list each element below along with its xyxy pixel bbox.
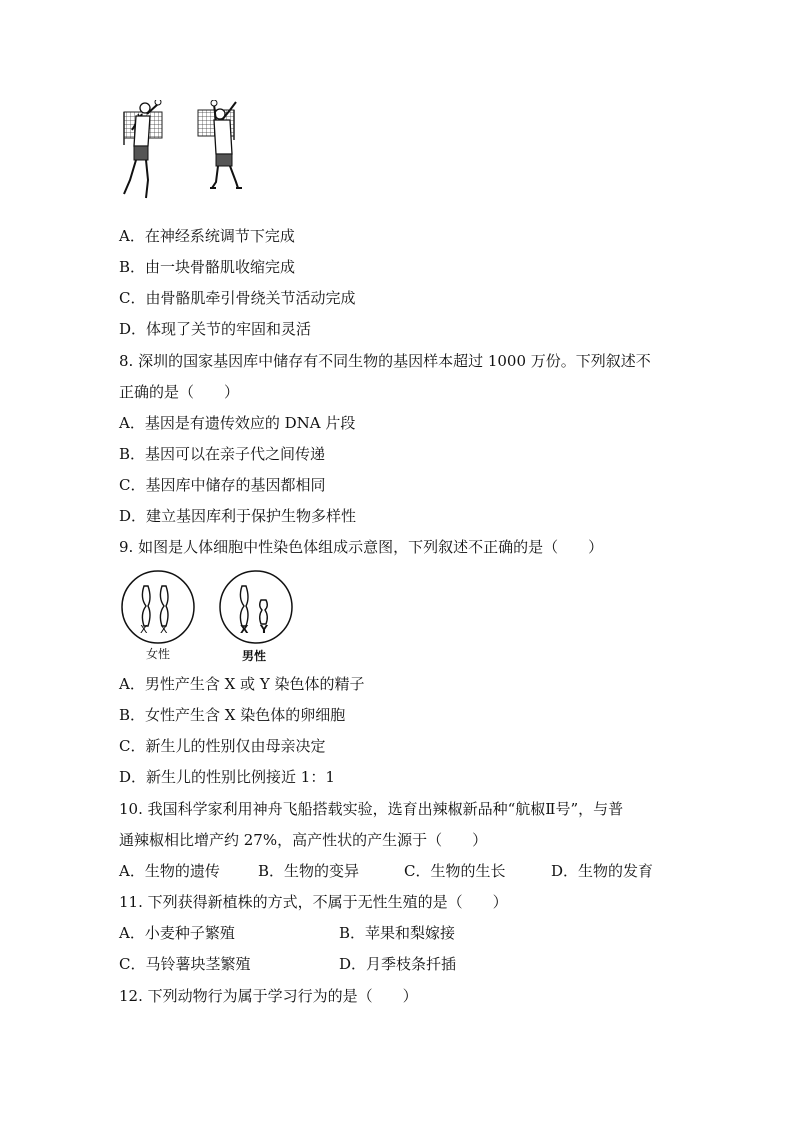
- volleyball-illustration: [118, 100, 258, 205]
- q10-stem-line1: 10. 我国科学家利用神舟飞船搭载实验，选育出辣椒新品种“航椒Ⅱ号”，与普: [119, 800, 624, 818]
- q10-option-d: D．生物的发育: [551, 862, 654, 880]
- q11-option-b: B．苹果和梨嫁接: [339, 924, 456, 942]
- q7-option-b: B．由一块骨骼肌收缩完成: [119, 258, 296, 276]
- chromosome-cells-figure: [118, 568, 298, 668]
- q10-stem-line2: 通辣椒相比增产约 27%，高产性状的产生源于（ ）: [119, 831, 488, 849]
- q11-options-row-2: [119, 953, 679, 975]
- q10-option-c: C．生物的生长: [404, 862, 506, 880]
- q8-option-c: C．基因库中储存的基因都相同: [119, 476, 326, 494]
- q11-stem: 11. 下列获得新植株的方式，不属于无性生殖的是（ ）: [119, 893, 508, 911]
- q7-option-d: D．体现了关节的牢固和灵活: [119, 320, 312, 338]
- q8-option-b: B．基因可以在亲子代之间传递: [119, 445, 326, 463]
- q7-option-c: C．由骨骼肌牵引骨绕关节活动完成: [119, 289, 356, 307]
- male-chr-x: X: [240, 623, 249, 636]
- q9-option-c: C．新生儿的性别仅由母亲决定: [119, 737, 326, 755]
- female-label: 女性: [146, 647, 171, 661]
- male-label: 男性: [242, 649, 267, 663]
- q10-options-row: [119, 860, 679, 882]
- q9-option-a: A．男性产生含 X 或 Y 染色体的精子: [119, 675, 365, 693]
- q8-stem-line2: 正确的是（ ）: [119, 383, 240, 401]
- q11-option-c: C．马铃薯块茎繁殖: [119, 955, 251, 973]
- q11-option-d: D．月季枝条扦插: [339, 955, 457, 973]
- q11-options-row-1: [119, 922, 679, 944]
- q8-option-a: A．基因是有遗传效应的 DNA 片段: [119, 414, 356, 432]
- q8-option-d: D．建立基因库利于保护生物多样性: [119, 507, 357, 525]
- q9-stem: 9. 如图是人体细胞中性染色体组成示意图，下列叙述不正确的是（ ）: [119, 538, 604, 556]
- female-chr-x2: X: [160, 623, 168, 636]
- male-cell-circle: [220, 571, 292, 643]
- female-cell-circle: [122, 571, 194, 643]
- male-chr-y: Y: [260, 623, 268, 636]
- q9-option-d: D．新生儿的性别比例接近 1：1: [119, 768, 335, 786]
- q12-stem: 12. 下列动物行为属于学习行为的是（ ）: [119, 987, 418, 1005]
- q11-option-a: A．小麦种子繁殖: [119, 924, 235, 942]
- volleyball-players-figure: [118, 100, 258, 205]
- q10-option-a: A．生物的遗传: [119, 862, 220, 880]
- q7-option-a: A．在神经系统调节下完成: [119, 227, 295, 245]
- q9-option-b: B．女性产生含 X 染色体的卵细胞: [119, 706, 346, 724]
- q8-stem-line1: 8. 深圳的国家基因库中储存有不同生物的基因样本超过 1000 万份。下列叙述不: [119, 352, 651, 370]
- q10-option-b: B．生物的变异: [258, 862, 360, 880]
- female-chr-x1: X: [140, 623, 148, 636]
- male-chromosome-y: [260, 600, 268, 624]
- sex-chromosome-diagram: [118, 568, 298, 668]
